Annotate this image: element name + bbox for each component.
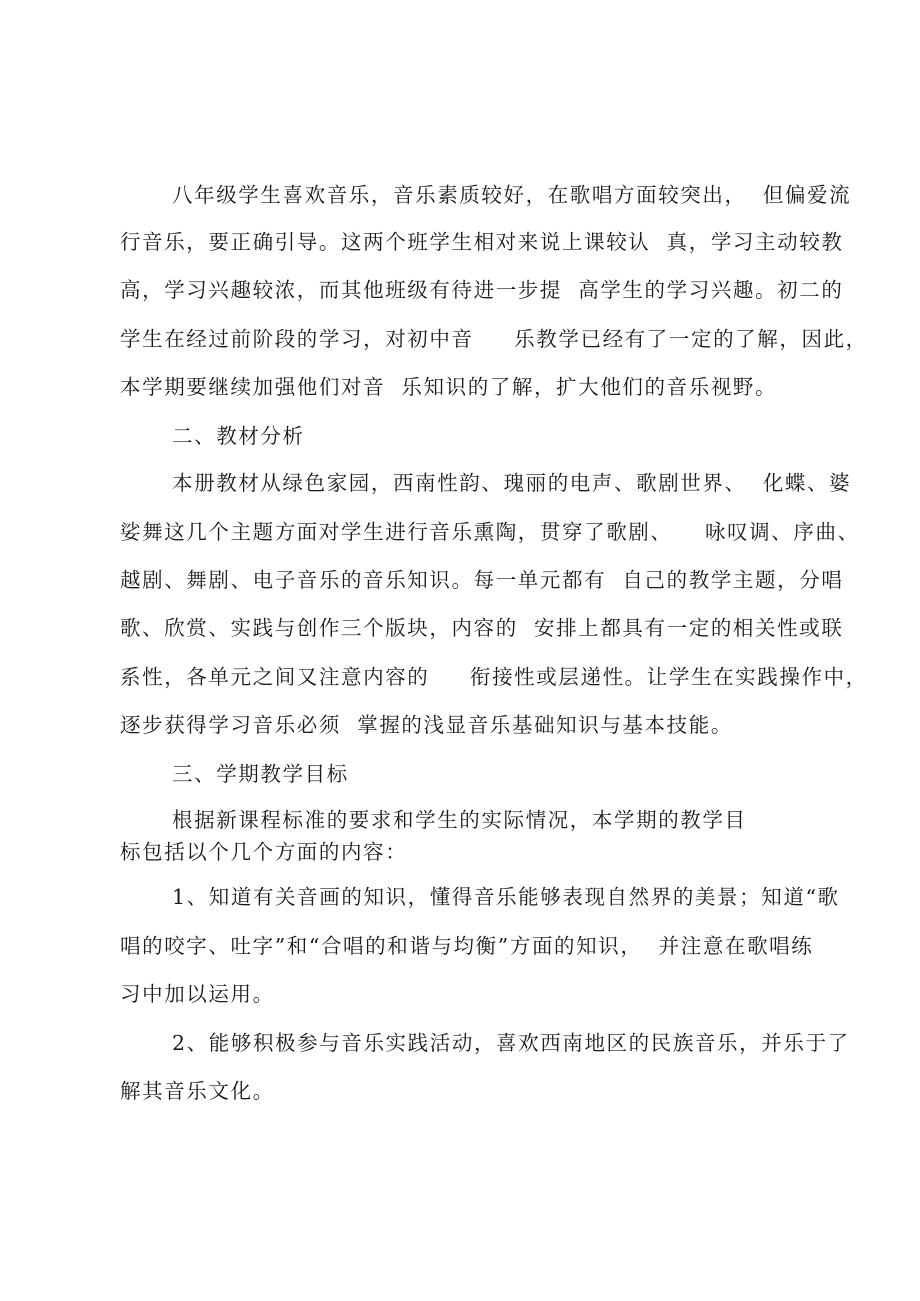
paragraph-2-line-1: 本册教材从绿色家园，西南性韵、瑰丽的电声、歌剧世界、 化蝶、婆 — [172, 471, 852, 495]
goal-item-2-line-2: 解其音乐文化。 — [120, 1079, 275, 1103]
paragraph-3-line-2: 标包括以个几个方面的内容： — [120, 840, 408, 864]
paragraph-1-line-2: 行音乐，要正确引导。这两个班学生相对来说上课较认 真，学习主动较教 — [120, 230, 844, 254]
paragraph-1-line-4: 学生在经过前阶段的学习，对初中音 乐教学已经有了一定的了解，因此， — [120, 327, 868, 351]
goal-item-2-line-1: 2、能够积极参与音乐实践活动，喜欢西南地区的民族音乐，并乐于了 — [172, 1031, 850, 1055]
paragraph-2-line-4: 歌、欣赏、实践与创作三个版块，内容的 安排上都具有一定的相关性或联 — [120, 616, 844, 640]
paragraph-3-line-1: 根据新课程标准的要求和学生的实际情况，本学期的教学目 — [172, 808, 747, 832]
paragraph-2-line-6: 逐步获得学习音乐必须 掌握的浅显音乐基础知识与基本技能。 — [120, 713, 733, 737]
goal-item-1-line-1: 1、知道有关音画的知识，懂得音乐能够表现自然界的美景；知道“歌 — [172, 885, 840, 909]
goal-item-1-line-3: 习中加以运用。 — [120, 982, 275, 1006]
paragraph-1-line-1: 八年级学生喜欢音乐，音乐素质较好，在歌唱方面较突出， 但偏爱流 — [172, 183, 852, 207]
section-heading-3: 三、学期教学目标 — [172, 762, 349, 786]
section-heading-2: 二、教材分析 — [172, 424, 305, 448]
paragraph-2-line-5: 系性，各单元之间又注意内容的 衔接性或层递性。让学生在实践操作中， — [120, 665, 868, 689]
paragraph-1-line-3: 高，学习兴趣较浓，而其他班级有待进一步提 高学生的学习兴趣。初二的 — [120, 278, 844, 302]
paragraph-2-line-2: 娑舞这几个主题方面对学生进行音乐熏陶，贯穿了歌剧、 咏叹调、序曲、 — [120, 520, 860, 544]
paragraph-1-line-5: 本学期要继续加强他们对音 乐知识的了解，扩大他们的音乐视野。 — [120, 375, 778, 399]
paragraph-2-line-3: 越剧、舞剧、电子音乐的音乐知识。每一单元都有 自己的教学主题，分唱 — [120, 568, 844, 592]
goal-item-1-line-2: 唱的咬字、吐字”和“合唱的和谐与均衡”方面的知识， 并注意在歌唱练 — [120, 934, 814, 958]
